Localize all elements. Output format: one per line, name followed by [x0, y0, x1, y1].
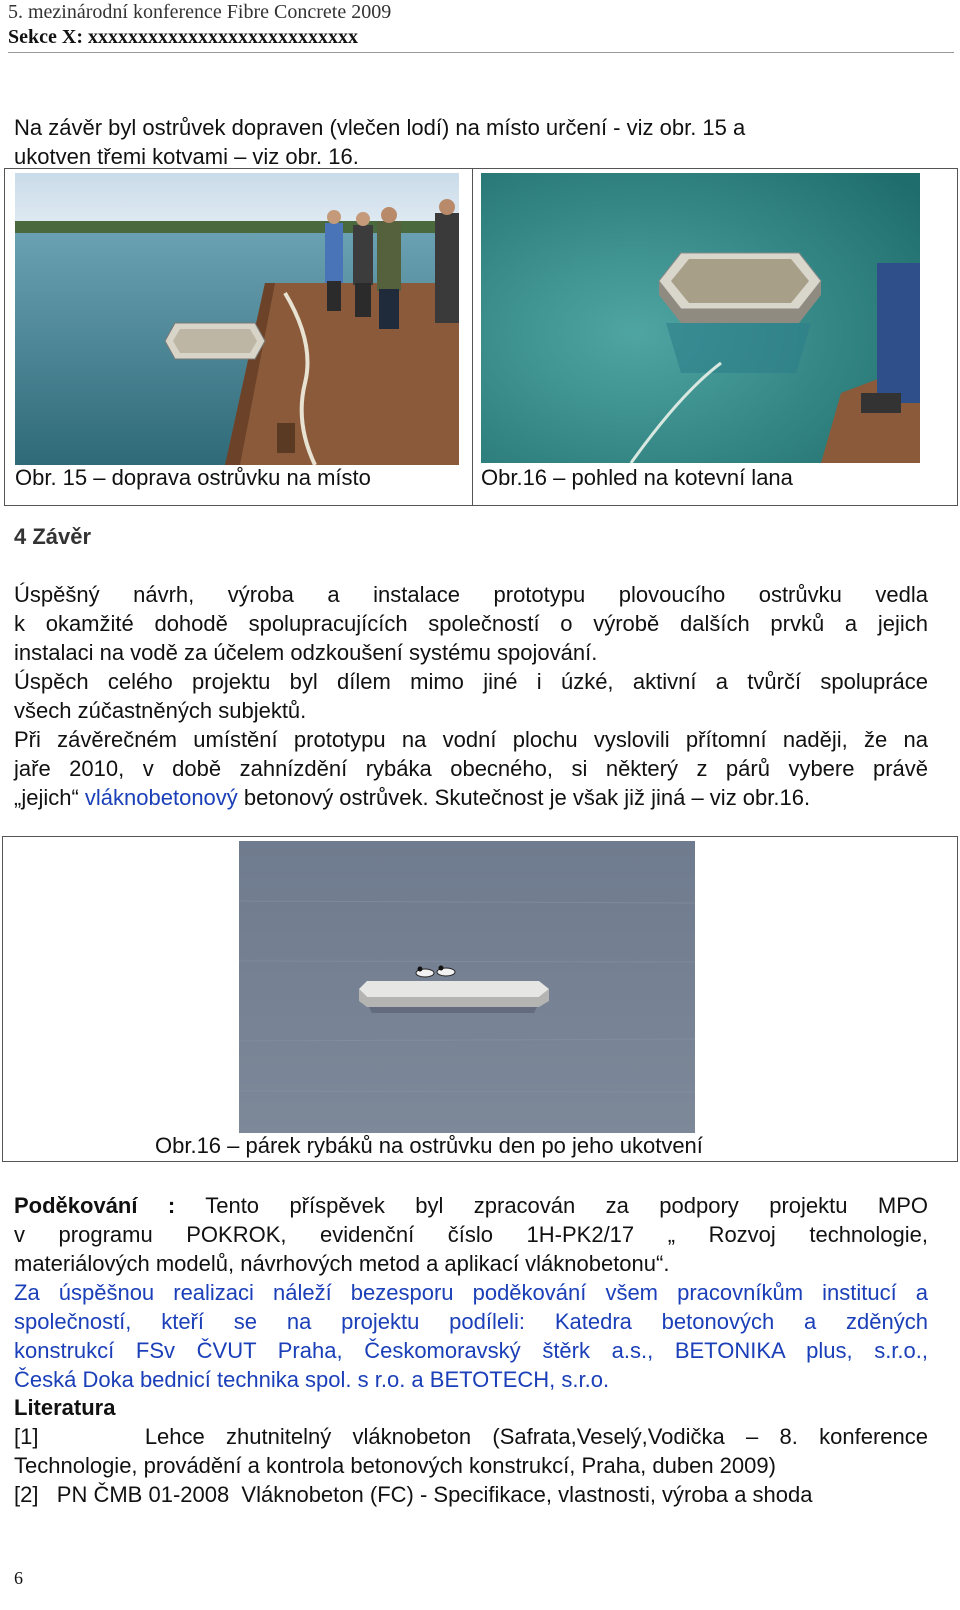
p3-rest: betonový ostrůvek. Skutečnost je však již jiná – viz obr.16.	[237, 785, 811, 810]
section-heading: 4 Závěr	[14, 524, 92, 549]
section-title: Sekce X: xxxxxxxxxxxxxxxxxxxxxxxxxxx	[8, 26, 358, 48]
page-number: 6	[14, 1568, 23, 1588]
photo-anchor-ropes-image	[481, 173, 920, 463]
running-header	[8, 0, 953, 50]
acknowledgement	[14, 1191, 928, 1394]
intro-line-1: Na závěr byl ostrůvek dopraven (vlečen lodí) na místo určení - viz obr. 15 a	[14, 115, 746, 140]
figure-16-caption: Obr.16 – pohled na kotevní lana	[481, 465, 793, 490]
p1-line-3: instalaci na vodě za účelem odzkoušení systému spojování.	[14, 640, 598, 665]
ack-line-1	[14, 1191, 928, 1220]
header-rule	[8, 52, 954, 53]
conclusion-paragraph-1	[14, 580, 928, 667]
references	[14, 1393, 928, 1509]
reference-2: [2] PN ČMB 01-2008 Vláknobeton (FC) - Specifikace, vlastnosti, výroba a shoda	[14, 1482, 813, 1507]
reference-1-line-1: [1] Lehce zhutnitelný vláknobeton (Safrata,Veselý,Vodička – 8. konference	[14, 1424, 928, 1449]
ack-blue-1: Za úspěšnou realizaci náleží bezesporu poděkování všem pracovníkům institucí a	[14, 1280, 928, 1305]
photo-transport-image	[15, 173, 459, 465]
ack-text-1: Tento příspěvek byl zpracován za podpory projektu MPO	[175, 1193, 928, 1218]
p1-line-2: k okamžité dohodě spolupracujících společností o výrobě dalších prvků a jejich	[14, 611, 928, 636]
intro-line-2: ukotven třemi kotvami – viz obr. 16.	[14, 144, 359, 169]
figure-15-caption: Obr. 15 – doprava ostrůvku na místo	[15, 465, 371, 490]
p1-line-1: Úspěšný návrh, výroba a instalace prototypu plovoucího ostrůvku vedla	[14, 582, 928, 607]
figure-gulls-caption: Obr.16 – párek rybáků na ostrůvku den po jeho ukotvení	[155, 1133, 703, 1158]
conference-title: 5. mezinárodní konference Fibre Concrete 2009	[8, 1, 392, 23]
ack-label: Poděkování :	[14, 1193, 176, 1218]
ack-blue-4: Česká Doka bednicí technika spol. s r.o. a BETOTECH, s.r.o.	[14, 1367, 610, 1392]
references-heading: Literatura	[14, 1395, 116, 1420]
p2-line-1: Úspěch celého projektu byl dílem mimo jiné i úzké, aktivní a tvůrčí spolupráce	[14, 669, 928, 694]
ack-blue-2: společností, kteří se na projektu podíleli: Katedra betonových a zděných	[14, 1309, 928, 1334]
ack-blue-3: konstrukcí FSv ČVUT Praha, Českomoravský štěrk a.s., BETONIKA plus, s.r.o.,	[14, 1338, 928, 1363]
p3-line-1: Při závěrečném umístění prototypu na vodní plochu vyslovili přítomní naději, že na	[14, 727, 928, 752]
p3-quote: „jejich“	[14, 785, 85, 810]
reference-1-line-2: Technologie, provádění a kontrola betonových konstrukcí, Praha, duben 2009)	[14, 1453, 776, 1478]
photo-transport	[15, 173, 459, 465]
conclusion-paragraph-3	[14, 725, 928, 812]
intro-paragraph	[14, 113, 928, 171]
ack-line-2: v programu POKROK, evidenční číslo 1H-PK2/17 „ Rozvoj technologie,	[14, 1222, 928, 1247]
photo-anchor-ropes	[481, 173, 920, 463]
figure-row	[4, 168, 958, 506]
ack-line-3: materiálových modelů, návrhových metod a aplikací vláknobetonu“.	[14, 1251, 670, 1276]
conclusion-paragraph-2	[14, 667, 928, 725]
figure-divider	[472, 169, 473, 505]
p2-line-2: všech zúčastněných subjektů.	[14, 698, 307, 723]
p3-highlight: vláknobetonový	[84, 785, 238, 810]
p3-line-2: jaře 2010, v době zahnízdění rybáka obecného, si některý z párů vybere právě	[14, 756, 928, 781]
p3-line-3	[14, 783, 928, 812]
photo-gulls-image	[239, 841, 695, 1133]
figure-gulls	[2, 836, 958, 1162]
photo-gulls	[239, 841, 695, 1133]
